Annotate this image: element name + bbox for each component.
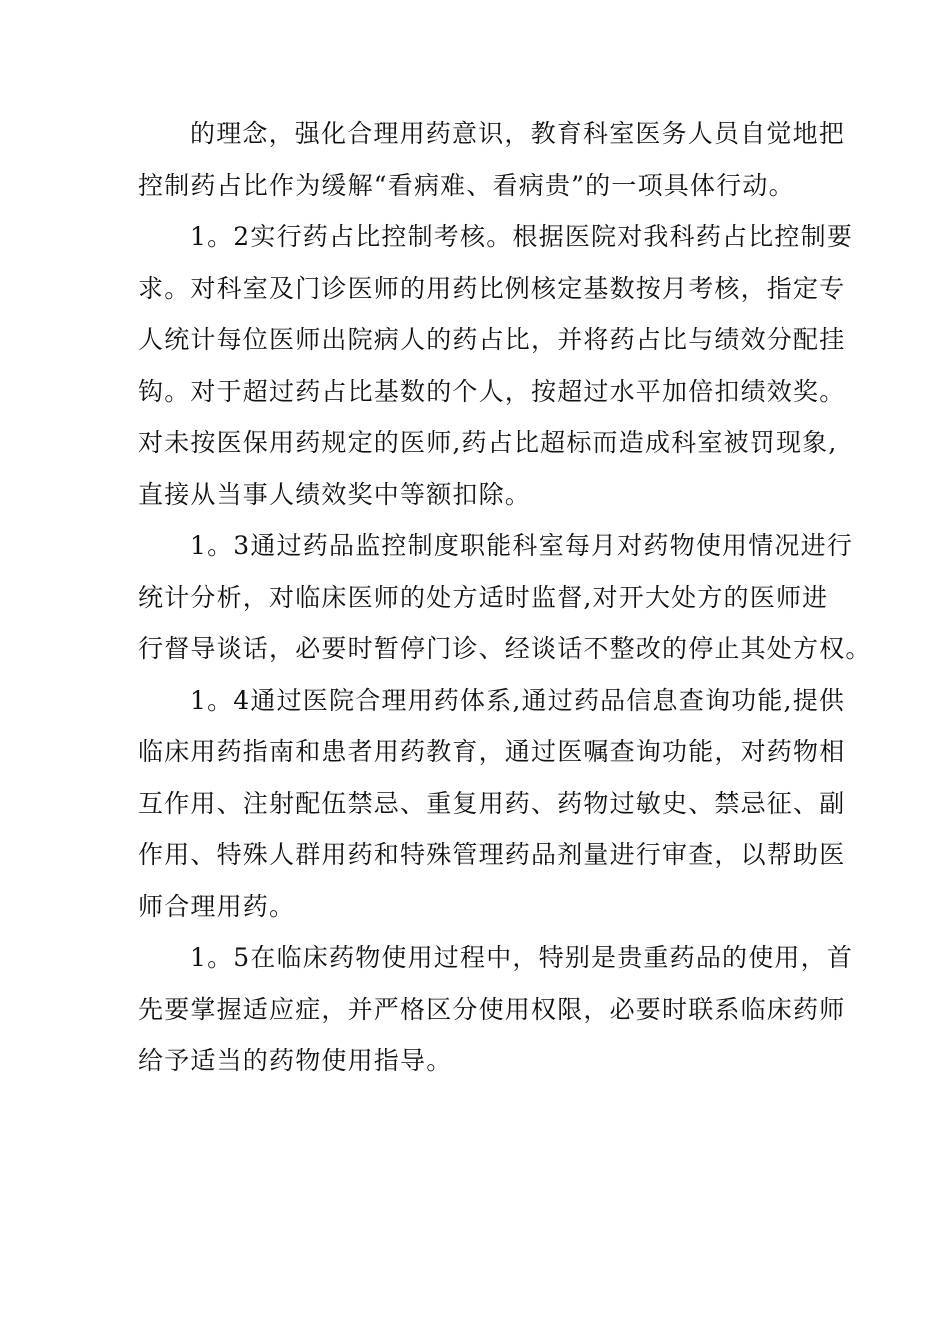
text-line: 作用、特殊人群用药和特殊管理药品剂量进行审查，以帮助医 bbox=[138, 840, 846, 869]
paragraph-1-4 bbox=[138, 675, 846, 933]
text-line: 1。5在临床药物使用过程中，特别是贵重药品的使用，首 bbox=[190, 943, 854, 972]
text-line: 钩。对于超过药占比基数的个人，按超过水平加倍扣绩效奖。 bbox=[138, 376, 846, 406]
document-body bbox=[138, 108, 872, 1087]
paragraph-1-2 bbox=[138, 211, 854, 520]
text-line: 临床用药指南和患者用药教育，通过医嘱查询功能，对药物相 bbox=[138, 737, 846, 766]
paragraph-1-3 bbox=[138, 520, 872, 675]
paragraph-1-5 bbox=[138, 932, 854, 1087]
paragraph-intro bbox=[138, 108, 846, 211]
text-line: 1。4通过医院合理用药体系,通过药品信息查询功能,提供 bbox=[190, 685, 846, 715]
text-line: 直接从当事人绩效奖中等额扣除。 bbox=[138, 479, 532, 509]
text-line: 对未按医保用药规定的医师,药占比超标而造成科室被罚现象, bbox=[138, 428, 838, 457]
text-line: 1。2实行药占比控制考核。根据医院对我科药占比控制要 bbox=[190, 222, 854, 251]
text-line: 互作用、注射配伍禁忌、重复用药、药物过敏史、禁忌征、副 bbox=[138, 788, 846, 818]
text-line: 1。3通过药品监控制度职能科室每月对药物使用情况进行 bbox=[190, 531, 854, 560]
text-line: 行督导谈话，必要时暂停门诊、经谈话不整改的停止其处方权。 bbox=[138, 634, 872, 663]
text-line: 求。对科室及门诊医师的用药比例核定基数按月考核，指定专 bbox=[138, 273, 846, 303]
text-line: 先要掌握适应症，并严格区分使用权限，必要时联系临床药师 bbox=[138, 994, 846, 1024]
text-line: 师合理用药。 bbox=[138, 891, 296, 921]
text-line: 给予适当的药物使用指导。 bbox=[138, 1046, 453, 1075]
text-line: 统计分析，对临床医师的处方适时监督,对开大处方的医师进 bbox=[138, 582, 829, 612]
text-line: 控制药占比作为缓解“看病难、看病贵”的一项具体行动。 bbox=[138, 170, 795, 200]
text-line: 人统计每位医师出院病人的药占比，并将药占比与绩效分配挂 bbox=[138, 325, 846, 354]
text-line: 的理念，强化合理用药意识，教育科室医务人员自觉地把 bbox=[190, 119, 846, 148]
